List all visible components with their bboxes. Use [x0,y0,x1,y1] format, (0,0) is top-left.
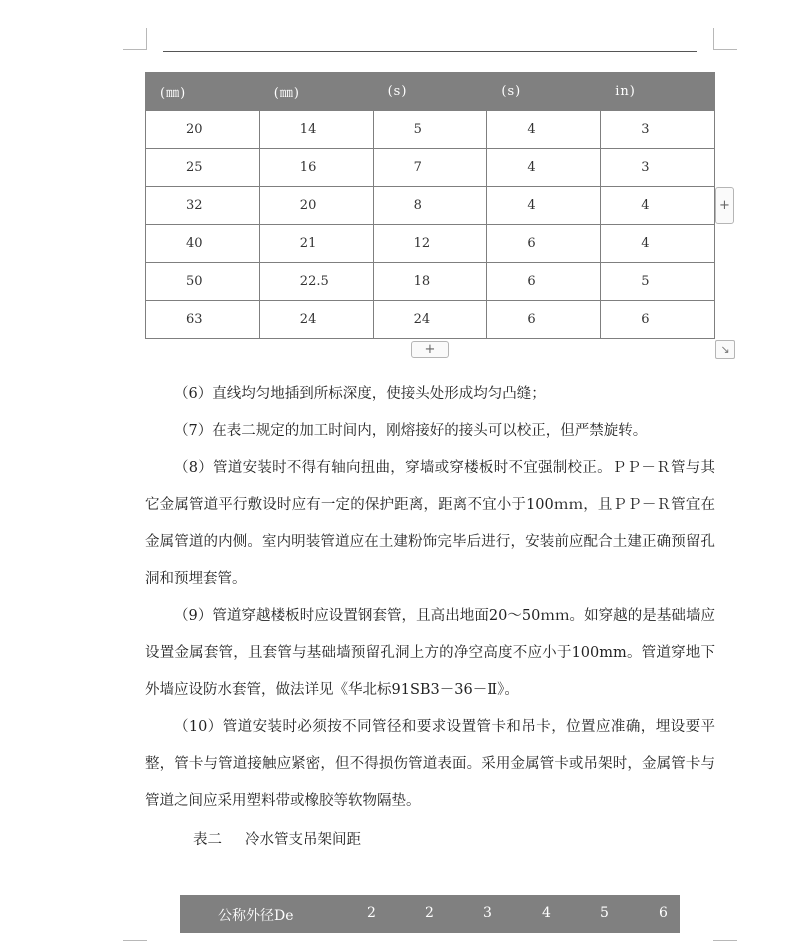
table-cell[interactable]: 6 [601,301,715,339]
table-cell[interactable]: 7 [373,149,487,187]
table-caption: 表二 冷水管支吊架间距 [193,832,362,848]
table-cell[interactable]: 25 [146,149,260,187]
table-cell[interactable]: 21 [259,225,373,263]
add-row-button[interactable] [411,341,449,358]
crop-mark [713,28,714,50]
crop-mark [123,49,147,50]
table-cell[interactable]: 4 [487,111,601,149]
table-header-cell: 2 [425,905,434,921]
table-cell[interactable]: 40 [146,225,260,263]
table-cell[interactable]: 20 [146,111,260,149]
table-cell[interactable]: 5 [373,111,487,149]
table-header-cell: 3 [483,905,492,921]
add-column-button[interactable] [715,187,734,224]
table-resize-handle[interactable] [715,340,735,359]
table-cell[interactable]: 5 [601,263,715,301]
table-header-cell: (s) [487,73,601,111]
paragraph: （10）管道安装时必须按不同管径和要求设置管卡和吊卡，位置应准确，埋设要平整，管卡与管道接触应紧密，但不得损伤管道表面。采用金属管卡或吊架时，金属管卡与管道之间应采用塑料带或橡胶等软物隔垫。 [145,719,715,809]
plus-icon: + [719,198,730,213]
paragraph: （7）在表二规定的加工时间内，刚熔接好的接头可以校正，但严禁旋转。 [174,423,648,439]
header-rule [163,51,697,52]
table-row [146,111,715,149]
table-cell[interactable]: 32 [146,187,260,225]
table-cell[interactable]: 50 [146,263,260,301]
table-row [146,225,715,263]
table-header-row [146,73,715,111]
table-row [146,263,715,301]
table-cell[interactable]: 6 [487,263,601,301]
table-cell[interactable]: 3 [601,111,715,149]
crop-mark [713,49,737,50]
table-header-cell: (㎜) [146,73,260,111]
table-header-cell: 5 [600,905,609,921]
resize-icon: ↘ [720,343,730,356]
table-header-cell: (㎜) [259,73,373,111]
table-cell[interactable]: 18 [373,263,487,301]
pipe-fusion-table [145,72,715,339]
table-cell[interactable]: 6 [487,225,601,263]
table-header-cell: 4 [542,905,551,921]
table-cell[interactable]: 20 [259,187,373,225]
plus-icon: + [424,342,436,357]
table-cell[interactable]: 4 [487,187,601,225]
table-cell[interactable]: 4 [601,187,715,225]
crop-mark [123,940,147,941]
table-cell[interactable]: 16 [259,149,373,187]
table-cell[interactable]: 22.5 [259,263,373,301]
paragraph: （8）管道安装时不得有轴向扭曲，穿墙或穿楼板时不宜强制校正。ＰＰ－Ｒ管与其它金属管道平行敷设时应有一定的保护距离，距离不宜小于100ｍｍ，且ＰＰ－Ｒ管宜在金属管道的内侧。室内明装管道应在土建粉饰完毕后进行，安装前应配合土建正确预留孔洞和预埋套管。 [145,460,715,587]
table-cell[interactable]: 24 [259,301,373,339]
table-cell[interactable]: 24 [373,301,487,339]
table-row [146,301,715,339]
crop-mark [146,28,147,50]
table-header-cell: in) [601,73,715,111]
paragraph: （9）管道穿越楼板时应设置钢套管，且高出地面20～50ｍｍ。如穿越的是基础墙应设置金属套管，且套管与基础墙预留孔洞上方的净空高度不应小于100mm。管道穿地下外墙应设防水套管，做法详见《华北标91SB3－36－Ⅱ》。 [145,608,715,698]
table-cell[interactable]: 4 [487,149,601,187]
table-row [146,187,715,225]
table-cell[interactable]: 6 [487,301,601,339]
crop-mark [713,940,737,941]
table-header-cell: 公称外径De [218,908,294,924]
body-text [145,376,715,820]
table-cell[interactable]: 8 [373,187,487,225]
paragraph: （6）直线均匀地插到所标深度，使接头处形成均匀凸缝； [174,386,546,402]
table-cell[interactable]: 3 [601,149,715,187]
table-cell[interactable]: 14 [259,111,373,149]
table-row [146,149,715,187]
table-cell[interactable]: 63 [146,301,260,339]
table-cell[interactable]: 12 [373,225,487,263]
table-header-cell: 2 [367,905,376,921]
support-spacing-table-header [180,895,680,933]
table-cell[interactable]: 4 [601,225,715,263]
table-header-cell: (s) [373,73,487,111]
table-header-cell: 6 [659,905,668,921]
